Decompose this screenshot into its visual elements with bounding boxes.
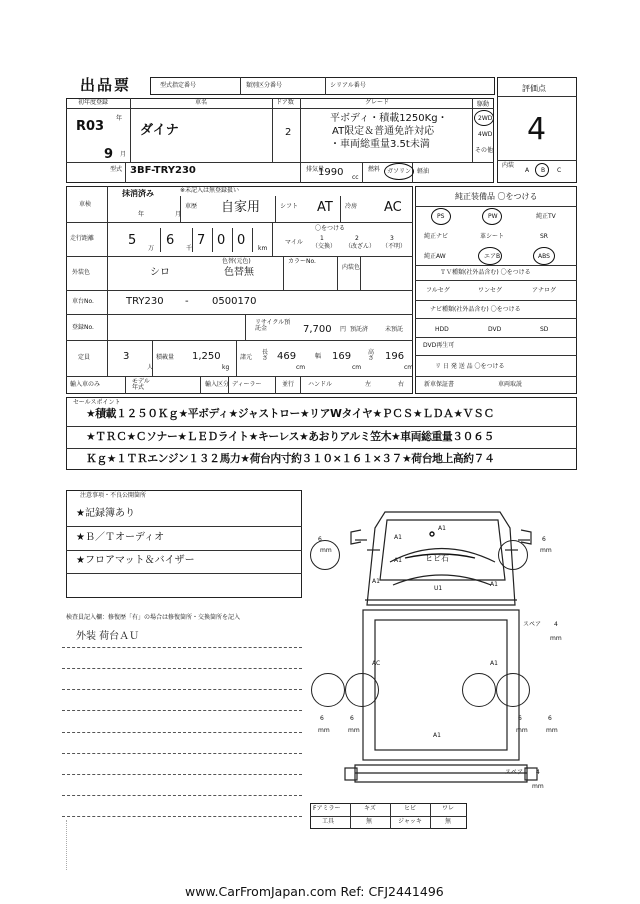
- fuel-light-oil: 軽油: [417, 168, 430, 175]
- color-original-label: 色替(元色): [222, 258, 251, 265]
- tire-front-left-outer: [311, 673, 345, 707]
- year-value: R03: [76, 119, 105, 134]
- length-label: 長さ: [262, 349, 269, 362]
- notes-label: 注意事項・不良公開箇所: [80, 492, 147, 499]
- mileage-digit-5: 0: [237, 233, 246, 248]
- import-div-label: 輸入区分: [205, 381, 230, 388]
- fuel-gasoline-circle: [384, 163, 414, 180]
- spare-1-label: スペア: [523, 621, 542, 628]
- equip-pw: PW: [488, 213, 498, 220]
- doors-label: ドア数: [276, 99, 294, 106]
- score-value: 4: [527, 112, 547, 147]
- chassis-label: 車台No.: [72, 298, 94, 305]
- serial-number-label: シリアル番号: [330, 82, 366, 89]
- interior-grade-a: A: [525, 167, 530, 174]
- height-unit: cm: [404, 364, 414, 371]
- mile-opt-2: （改ざん）: [345, 243, 376, 250]
- equip-tv: 純正TV: [536, 213, 556, 220]
- legend-mirror: Fアミラー: [313, 805, 341, 812]
- drive-other: その他: [475, 147, 494, 154]
- displacement-value: 1990: [318, 167, 344, 178]
- drive-label: 駆動: [477, 101, 490, 108]
- note-item-3: ★フロアマット＆バイザー: [76, 555, 195, 566]
- circle-note: 〇をつける: [315, 225, 346, 232]
- type-designation-label: 型式指定番号: [160, 82, 197, 89]
- tire-fr-value: 6: [542, 536, 546, 543]
- code-a1-windshield: A1: [394, 557, 402, 564]
- equip-leather: 革シート: [480, 233, 505, 240]
- inspection-month-unit: 月: [175, 211, 182, 218]
- handle-right: 右: [398, 381, 405, 388]
- interior-b-circle: [535, 163, 549, 177]
- spare-1-mm: mm: [550, 635, 562, 642]
- tire-rr-inner-mm: mm: [516, 727, 528, 734]
- handle-label: ハンドル: [308, 381, 333, 388]
- tire-rl-inner-value: 6: [350, 715, 354, 722]
- recycle-label: リサイクル預託金: [255, 319, 291, 332]
- recycle-not: 未預託: [385, 326, 404, 333]
- inspection-label: 車検: [79, 201, 92, 208]
- interior-grade-c: C: [557, 167, 562, 174]
- legend-break: ワレ: [442, 805, 455, 812]
- mile-opt-3: （不明）: [382, 243, 407, 250]
- first-reg-label: 初年度登録: [78, 99, 109, 106]
- tire-rl-outer-mm: mm: [318, 727, 330, 734]
- equip-abs: ABS: [538, 253, 550, 260]
- dims-label: 諸元: [240, 354, 253, 361]
- code-u1: U1: [434, 585, 443, 592]
- header-id-row: [150, 77, 495, 95]
- tire-rl-inner-mm: mm: [348, 727, 360, 734]
- notes-box: [66, 490, 302, 598]
- mileage-digit-1: 5: [128, 233, 137, 248]
- width-unit: cm: [352, 364, 362, 371]
- fuel-label: 燃料: [368, 166, 381, 173]
- handle-left: 左: [365, 381, 372, 388]
- sales-line-2: ★ＴＲＣ★Ｃソナー★ＬＥＤライト★キーレス★あおりアルミ笠木★車両総重量３０６５: [86, 430, 494, 443]
- capacity-unit: 人: [147, 364, 154, 371]
- equipment-title: 純正装備品 〇をつける: [455, 192, 538, 201]
- import-only-label: 輸入車のみ: [70, 381, 101, 388]
- sales-line-1: ★積載１２５０Ｋｇ★平ボディ★ジャストロー★リアWタイヤ★ＰＣＳ★ＬＤＡ★ＶＳＣ: [86, 407, 494, 420]
- tire-rr-outer-mm: mm: [546, 727, 558, 734]
- month-value: 9: [104, 147, 114, 162]
- doors-value: 2: [285, 127, 292, 138]
- code-a1-cab: A1: [394, 534, 402, 541]
- code-a1-rear: A1: [433, 732, 441, 739]
- spare-2-label: スペア: [505, 769, 524, 776]
- tire-front-right-outer: [496, 673, 530, 707]
- inspector-label: 検査員記入欄：修復歴「有」の場合は修復箇所・交換箇所を記入: [66, 614, 241, 621]
- mileage-km: km: [258, 245, 268, 252]
- width-label: 幅: [315, 353, 322, 360]
- legend-jack: ジャッキ: [398, 818, 422, 825]
- tv-fullseg: フルセグ: [426, 287, 450, 294]
- inspection-year-unit: 年: [138, 211, 145, 218]
- recycle-value: 7,700: [303, 324, 332, 335]
- legend-crack: ヒビ: [404, 805, 417, 812]
- drive-4wd: 4WD: [478, 131, 493, 138]
- color-change-value: 色替無: [224, 267, 254, 278]
- navi-type-label: ナビ種類(社外品含む) 〇をつける: [430, 306, 521, 313]
- mile-opt-1-num: 1: [320, 235, 324, 242]
- sales-points-label: セールスポイント: [73, 399, 121, 406]
- mileage-digit-2: 6: [166, 233, 175, 248]
- sales-line-3: Ｋｇ★１ＴＲエンジン１３２馬力★荷台内寸約３１０×１６１×３７★荷台地上高約７４: [86, 452, 495, 465]
- mile-opt-3-num: 3: [390, 235, 394, 242]
- code-a1-right-bed: A1: [490, 660, 498, 667]
- equip-navi: 純正ナビ: [424, 233, 449, 240]
- equip-ps-circle: [431, 208, 451, 225]
- height-value: 196: [385, 351, 405, 362]
- tire-rl-outer-value: 6: [320, 715, 324, 722]
- equip-airbag: エアB: [484, 253, 501, 260]
- reg-label: 登録No.: [72, 324, 94, 331]
- recycle-done: 預託済: [350, 326, 369, 333]
- mile-opt-2-num: 2: [355, 235, 359, 242]
- mile-opt-1: （交換）: [312, 243, 337, 250]
- code-a1-right: A1: [490, 581, 498, 588]
- equip-airbag-circle: [478, 247, 502, 265]
- mileage-man: 万: [148, 245, 155, 252]
- tv-type-label: ＴＶ種類(社外品含む) 〇をつける: [440, 269, 531, 276]
- legend-jack-value: 無: [445, 818, 452, 825]
- legend-tools: 工具: [322, 818, 335, 825]
- chassis-dash: -: [185, 296, 189, 307]
- displacement-label: 排気量: [306, 166, 325, 173]
- tire-fl-value: 6: [318, 536, 322, 543]
- parallel-opt: 並行: [282, 381, 295, 388]
- spare-2-mm: mm: [532, 783, 544, 790]
- grade-line-1: 平ボディ・積載1250Kg・: [330, 113, 448, 124]
- spare-1-value: 4: [554, 621, 558, 628]
- mileage-digit-4: 0: [217, 233, 226, 248]
- interior-grade-b: B: [541, 167, 546, 174]
- fuel-gasoline: ガソリン: [387, 168, 412, 175]
- note-item-1: ★記録簿あり: [76, 508, 135, 519]
- length-unit: cm: [296, 364, 306, 371]
- equip-aw: 純正AW: [424, 253, 446, 260]
- month-unit: 月: [120, 151, 127, 158]
- year-unit: 年: [116, 115, 123, 122]
- color-value: シロ: [150, 267, 170, 278]
- unregistered-note: ※未記入は無登録扱い: [180, 187, 240, 194]
- length-value: 469: [277, 351, 297, 362]
- tire-front-left: [310, 540, 340, 570]
- equip-abs-circle: [533, 247, 555, 265]
- tire-fl-mm: mm: [320, 547, 332, 554]
- displacement-unit: cc: [352, 174, 359, 181]
- chassis-number: 0500170: [212, 296, 257, 307]
- load-value: 1,250: [192, 351, 221, 362]
- ac-value: AC: [384, 200, 402, 215]
- shift-label: シフト: [280, 203, 299, 210]
- mileage-sen: 千: [186, 245, 193, 252]
- category-number-label: 類別区分番号: [246, 82, 283, 89]
- code-a1-top-right: A1: [438, 525, 446, 532]
- model-value: 3BF-TRY230: [130, 165, 196, 176]
- ac-label: 冷房: [345, 203, 358, 210]
- equip-pw-circle: [482, 208, 502, 225]
- grade-label: グレード: [365, 99, 390, 106]
- dealer-opt: ディーラー: [232, 381, 262, 388]
- drive-2wd: 2WD: [478, 115, 493, 122]
- legend-tools-value: 無: [366, 818, 373, 825]
- form-title: 出品票: [80, 76, 132, 94]
- navi-dvd: DVD: [488, 326, 502, 333]
- code-ac-left: AC: [372, 660, 381, 667]
- mileage-label: 走行距離: [70, 235, 95, 242]
- tire-rr-inner-value: 6: [518, 715, 522, 722]
- owner-manual: 車両取説: [498, 381, 523, 388]
- shift-value: AT: [317, 200, 333, 215]
- model-label: 型式: [110, 166, 123, 173]
- tv-oneseg: ワンセグ: [478, 287, 503, 294]
- code-a1-left: A1: [372, 578, 380, 585]
- tv-analog: アナログ: [532, 287, 557, 294]
- navi-hdd: HDD: [435, 326, 449, 333]
- recycle-unit: 円: [340, 326, 347, 333]
- dvd-playback-label: DVD再生可: [423, 342, 455, 349]
- inspector-text: 外装 荷台ＡＵ: [76, 631, 140, 642]
- color-label: 外装色: [72, 269, 91, 276]
- note-item-2: ★Ｂ／Ｔオーディオ: [76, 532, 165, 543]
- drive-2wd-circle: [474, 110, 494, 126]
- interior-label: 内装: [502, 162, 515, 169]
- history-value: 自家用: [221, 200, 261, 215]
- load-label: 積載量: [156, 354, 175, 361]
- capacity-value: 3: [123, 351, 130, 362]
- inspection-value: 抹消済み: [122, 189, 154, 198]
- vehicle-diagram: [305, 490, 577, 800]
- load-unit: kg: [222, 364, 230, 371]
- history-label: 車歴: [185, 203, 198, 210]
- tire-fr-mm: mm: [540, 547, 552, 554]
- mile-label: マイル: [285, 239, 303, 246]
- model-year-label: モデル年式: [132, 378, 150, 391]
- mileage-digit-3: 7: [197, 233, 206, 248]
- tire-front-right: [498, 540, 528, 570]
- grade-line-3: ・車両総重量3.5t未満: [330, 139, 430, 150]
- legend-scratch: キズ: [364, 805, 376, 812]
- navi-sd: SD: [540, 326, 549, 333]
- spare-2-value: 4: [536, 769, 540, 776]
- tire-rr-outer-value: 6: [548, 715, 552, 722]
- capacity-label: 定員: [78, 354, 91, 361]
- chassis-model: TRY230: [126, 296, 164, 307]
- tire-front-left-inner: [345, 673, 379, 707]
- warranty-book: 新車保証書: [424, 381, 455, 388]
- score-label: 評価点: [522, 84, 546, 93]
- code-crack-stone: ヒビ石: [425, 554, 449, 563]
- color-number-label: カラーNo.: [288, 258, 316, 265]
- interior-color-label: 内装色: [342, 264, 361, 271]
- grade-line-2: AT限定＆普通免許対応: [332, 126, 435, 137]
- equip-sr: SR: [540, 233, 548, 240]
- car-name-value: ダイナ: [140, 123, 179, 138]
- follow-items-label: リ 日 発 送 品 〇をつける: [435, 363, 505, 370]
- height-label: 高さ: [368, 349, 375, 362]
- footer-reference: www.CarFromJapan.com Ref: CFJ2441496: [185, 884, 444, 899]
- tire-front-right-inner: [462, 673, 496, 707]
- car-name-label: 車名: [195, 99, 208, 106]
- width-value: 169: [332, 351, 352, 362]
- equip-ps: PS: [437, 213, 445, 220]
